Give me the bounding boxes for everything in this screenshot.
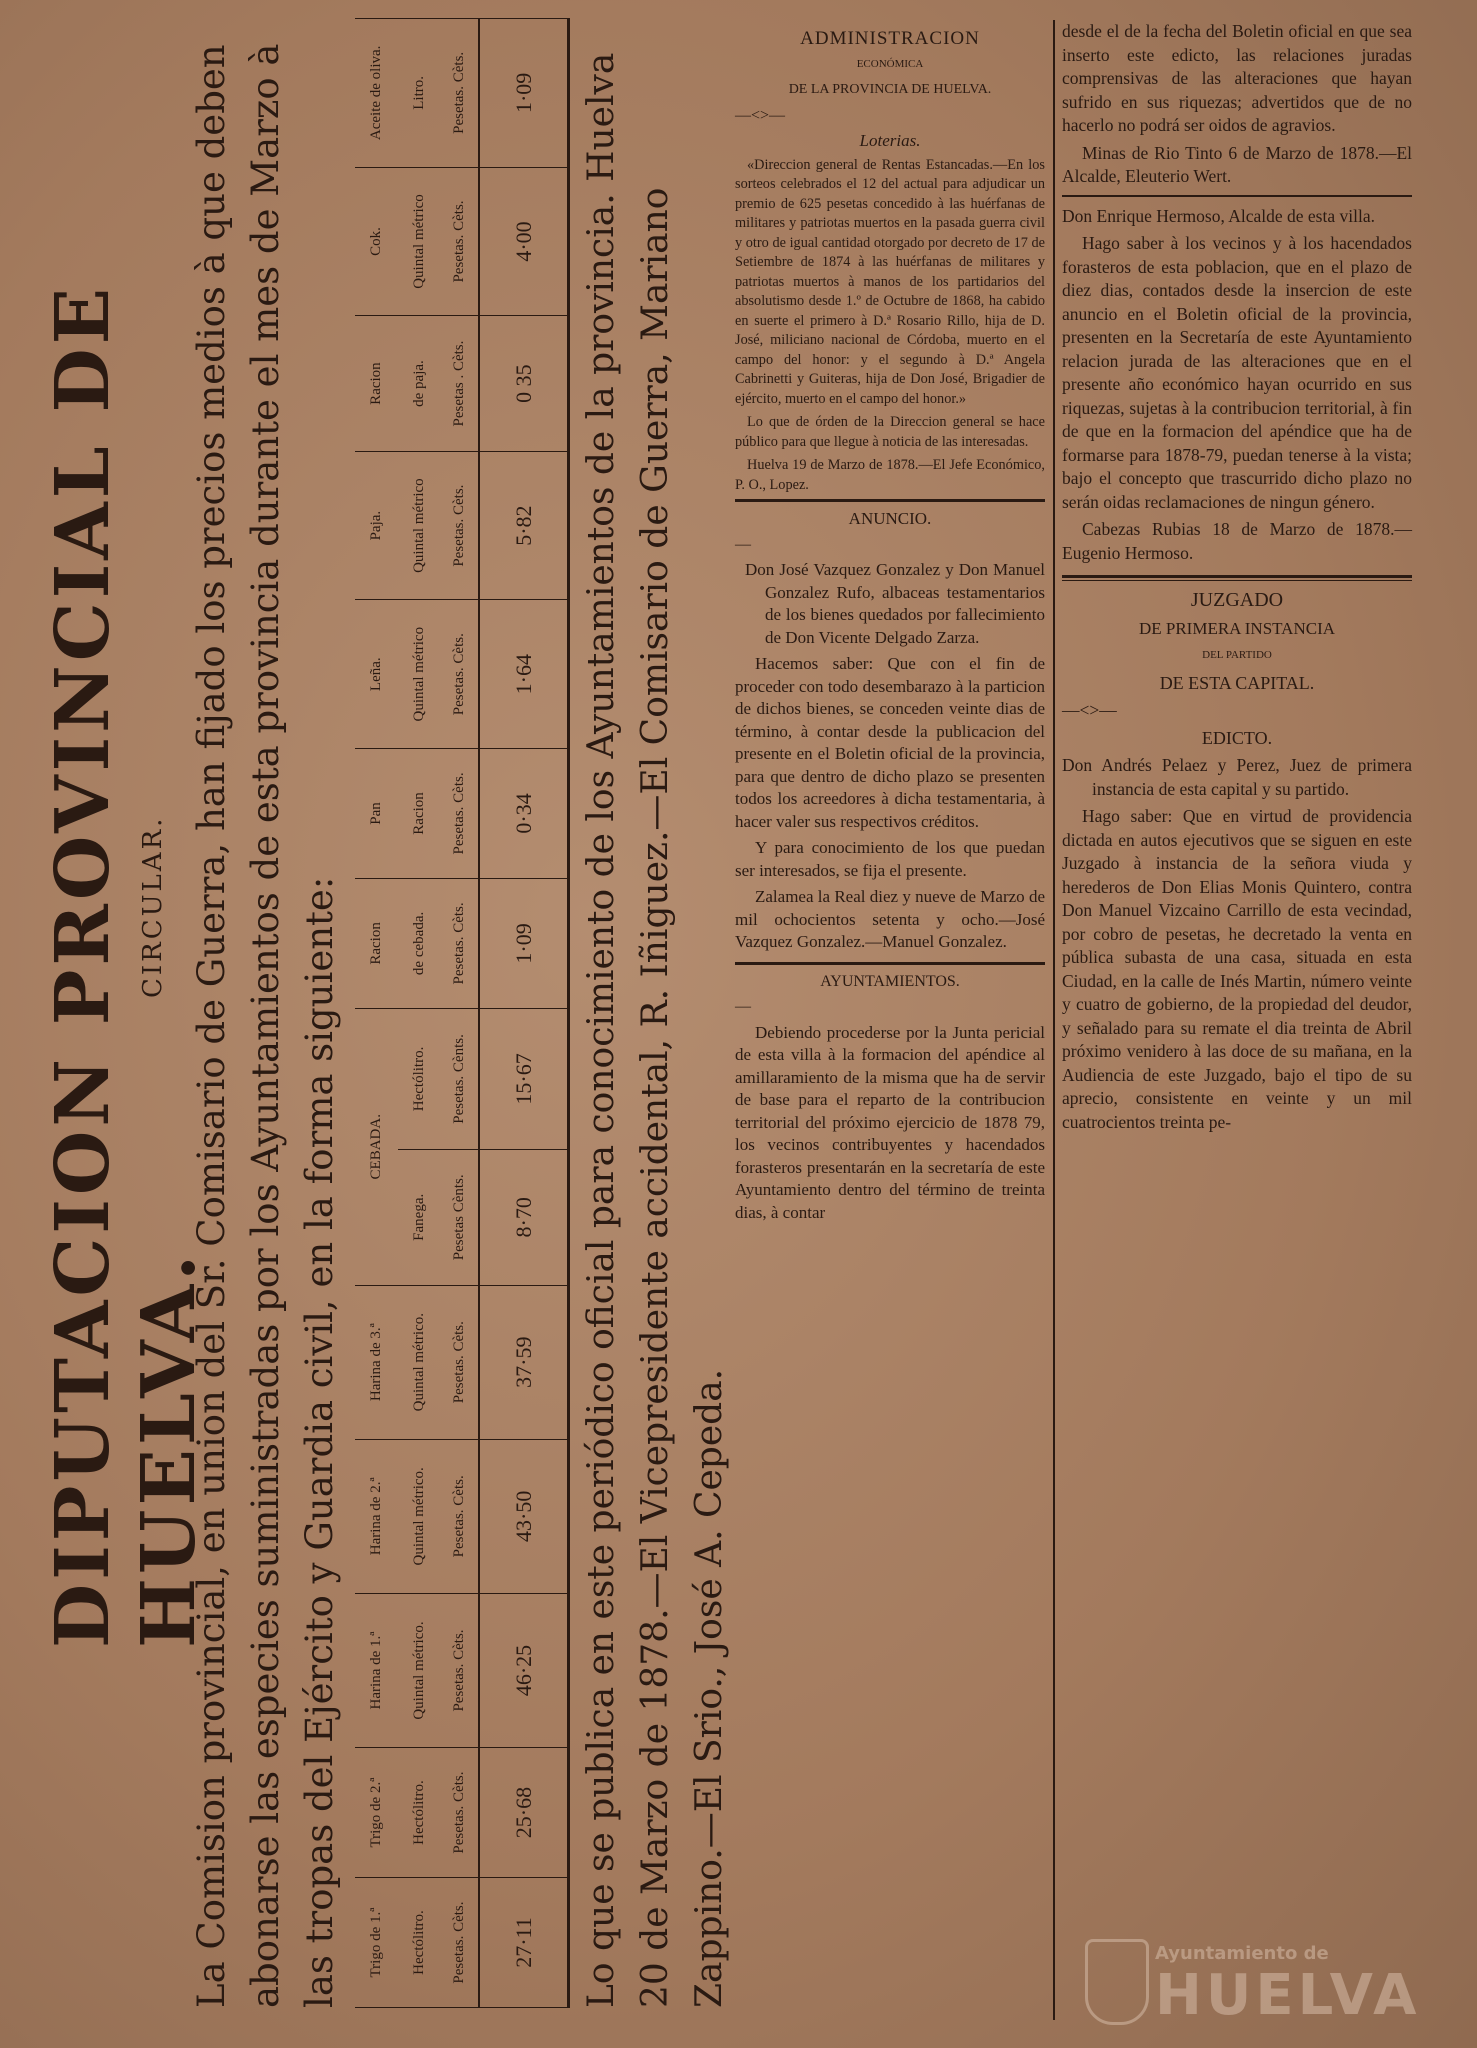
divider-dash: — [735,535,751,553]
unit-cell: Pesetas . Cèts. [441,316,480,452]
header-cell: Aceite de oliva. [355,19,398,168]
loterias-heading: Loterias. [859,131,921,150]
admin-subtitle1: ECONÓMICA [856,57,924,70]
value-cell: 0 35 [479,316,568,452]
header-cell: Harina de 3.ª [355,1285,398,1439]
riotinto-sign: Minas de Rio Tinto 6 de Marzo de 1878.—El Alcalde, Eleuterio Wert. [1062,142,1412,186]
divider-ornament: —<>— [735,106,786,124]
column-divider [1053,20,1055,2020]
watermark-top: Ayuntamiento de [1155,1943,1329,1964]
table-subheader-row [398,19,441,2008]
subheader-cell: Litro. [398,19,441,168]
juzgado-subtitle: DE PRIMERA INSTANCIA [1138,618,1336,638]
loterias-sign: Huelva 19 de Marzo de 1878.—El Jefe Económico, P. O., Lopez. [735,457,1045,493]
subheader-cell: Quintal métrico. [398,1439,441,1593]
value-cell: 37·59 [479,1285,568,1439]
value-cell: 1·64 [479,600,568,749]
subheader-cell: Quintal métrico [398,451,441,600]
subheader-cell: Quintal métrico. [398,1593,441,1747]
header-cell: Harina de 1.ª [355,1593,398,1747]
unit-cell: Pesetas. Cèts. [441,1439,480,1593]
section-rule [1062,195,1412,197]
loterias-order: Lo que de órden de la Direccion general se hace público para que llegue à noticia de las interesadas. [735,414,1045,450]
juzgado-title: JUZGADO [1190,589,1284,611]
header-cell: Cok. [355,167,398,316]
column-2 [735,28,1045,1228]
unit-cell: Pesetas. Cèts. [441,878,480,1008]
value-cell: 0·34 [479,748,568,878]
subheader-cell: Quintal métrico [398,167,441,316]
anuncio-parties: Don José Vazquez Gonzalez y Don Manuel Gonzalez Rufo, albaceas testamentarios de los bienes quedados por fallecimiento de Don Vicente Delgado Zarza. [745,560,1045,647]
value-cell: 5·82 [479,451,568,600]
unit-cell: Pesetas. Cèts. [441,1285,480,1439]
anuncio-text: Hacemos saber: Que con el fin de proceder con todo desembarazo à la particion de dichos bienes, se conceden veinte dias de término, à contar desde la publicacion del presente en el Boletin oficial de la provincia, para que dentro de dicho plazo se presenten todos los acreedores à dicha testamentaria, à hacer valer sus respectivos créditos. [735,654,1045,831]
subheader-cell: Fanega. [398,1150,441,1286]
header-cell: Leña. [355,600,398,749]
enrique-text: Hago saber à los vecinos y à los hacendados forasteros de esta poblacion, que en el plazo de diez dias, contados desde la insercion de este anuncio en el Boletin oficial de la provincia, presenten en la Secretaría de este Ayuntamiento relacion jurada de las alteraciones que en el presente año económico hayan ocurrido en sus riquezas, sujetas à la contribucion territorial, à fin de que en la formacion del apéndice que ha de formarse para 1878-79, puedan tenerse à la vista; bajo el concepto que trascurrido dicho plazo no serán oidas reclamaciones de ningun género. [1062,233,1412,512]
header-cell: CEBADA. [355,1008,398,1285]
header-cell: Racion [355,878,398,1008]
section-rule [735,499,1045,502]
subheader-cell: Quintal métrico. [398,1285,441,1439]
publish-notice: Lo que se publica en este periódico oficial para conocimiento de los Ayuntamientos de la provincia. Huelva 20 de Marzo de 1878.—El Vicepresidente accidental, R. Iñiguez.—El Comisario de Guerra, Mariano Zappino.—El Srio., José A. Cepeda. [581,52,730,2008]
prices-table [355,18,570,2008]
unit-cell: Pesetas. Cèts. [441,1593,480,1747]
archive-watermark [1085,1935,1421,2030]
juzgado-partido: DEL PARTIDO [1202,649,1272,661]
header-cell: Harina de 2.ª [355,1439,398,1593]
header-cell: Pan [355,748,398,878]
table-values-row [479,19,568,2008]
ayuntamientos-heading: AYUNTAMIENTOS. [820,972,960,990]
value-cell: 43·50 [479,1439,568,1593]
header-cell: Racion [355,316,398,452]
section-rule-thin [1062,580,1412,581]
header-cell: Trigo de 1.ª [355,1878,398,2008]
value-cell: 15·67 [479,1008,568,1149]
enrique-heading: Don Enrique Hermoso, Alcalde de esta villa. [1062,205,1375,226]
edicto-text: Hago saber: Que en virtud de providencia dictada en autos ejecutivos que se siguen en este Juzgado à instancia de la señora viuda y herederos de Don Elias Monis Quintero, contra Don Manuel Vizcaino Carrillo de esta vecindad, por cobro de pesetas, he decretado la venta en pública subasta de una casa, situada en esta Ciudad, en la calle de Inés Martin, número veinte y cuatro de gobierno, de la propiedad del deudor, y señalado para su remate el dia treinta de Abril próximo venidero à las doce de su mañana, en la Audiencia de este Juzgado, bajo el tipo de su aprecio, consistente en veinte y un mil cuatrocientos treinta pe- [1062,806,1412,1132]
section-rule [735,962,1045,965]
section-rule [1062,575,1412,578]
divider-ornament: —<>— [1062,700,1117,720]
section-circular: CIRCULAR. [138,815,168,998]
unit-cell: Pesetas. Cèts. [441,600,480,749]
unit-cell: Pesetas. Cèts. [441,167,480,316]
unit-cell: Pesetas. Cèts. [441,451,480,600]
value-cell: 1·09 [479,878,568,1008]
unit-cell: Pesetas. Cèts. [441,748,480,878]
table-header-row [355,19,398,2008]
header-cell: Paja. [355,451,398,600]
value-cell: 46·25 [479,1593,568,1747]
subheader-cell: Hectólitro. [398,1878,441,2008]
value-cell: 27·11 [479,1878,568,2008]
edicto-judge: Don Andrés Pelaez y Perez, Juez de primera instancia de esta capital y su partido. [1062,755,1412,799]
circular-intro: La Comision provincial, en union del Sr. Comisario de Guerra, han fijado los precios medios à que deben abonarse las especies suministradas por los Ayuntamientos de esta provincia durante el mes de Marzo à las tropas del Ejército y Guardia civil, en la forma siguiente: [190,43,341,2008]
edicto-continuation: desde el de la fecha del Boletin oficial en que sea inserto este edicto, las relaciones juradas comprensivas de las alteraciones que hayan sufrido en sus riquezas; advertidos que de no hacerlo no podrá ser oidos de agravios. [1062,21,1412,135]
header-cell: Trigo de 2.ª [355,1748,398,1878]
page-title: DIPUTACION PROVINCIAL DE HUELVA. [40,283,212,1648]
diputacion-block [0,0,730,2048]
table-units-row [441,19,480,2008]
anuncio-heading: ANUNCIO. [848,509,932,528]
unit-cell: Pesetas. Cènts. [441,1008,480,1149]
value-cell: 25·68 [479,1748,568,1878]
subheader-cell: de cebada. [398,878,441,1008]
value-cell: 1·09 [479,19,568,168]
subheader-cell: de paja. [398,316,441,452]
loterias-text: «Direccion general de Rentas Estancadas.—En los sorteos celebrados el 12 del actual para adjudicar un premio de 625 pesetas concedido à las huérfanas de militares y patriotas muertos en la pasada guerra civil y otro de igual cantidad otorgado por decreto de 17 de Setiembre de 1874 à las huérfanas de militares y patriotas muertos à manos de los partidarios del absolutismo desde 1.º de Octubre de 1868, ha cabido en suerte el primero à D.ª Rosario Rillo, hija de D. José, miliciano nacional de Córdoba, muerto en el campo del honor: y el segundo à D.ª Angela Cabrinetti y Guiteras, hija de Don José, Brigadier de ejército, muerto en el campo del honor.» [735,156,1045,407]
anuncio-sign: Zalamea la Real diez y nueve de Marzo de mil ochocientos setenta y ocho.—José Vazquez Gonzalez.—Manuel Gonzalez. [735,887,1045,951]
coat-of-arms-icon [1085,1939,1149,2025]
unit-cell: Pesetas. Cèts. [441,1748,480,1878]
column-3 [1062,20,1412,1138]
unit-cell: Pesetas Cènts. [441,1150,480,1286]
admin-title: ADMINISTRACION [800,28,980,49]
edicto-heading: EDICTO. [1201,727,1273,748]
watermark-bottom: HUELVA [1155,1963,1421,2028]
anuncio-text-2: Y para conocimiento de los que puedan ser interesados, se fija el presente. [735,838,1045,880]
subheader-cell: Racion [398,748,441,878]
ayuntamientos-text: Debiendo procederse por la Junta pericial de esta villa à la formacion del apéndice al amillaramiento de la misma que ha de servir de base para el reparto de la contribucion territorial del próximo ejercicio de 1878 79, los vecinos contribuyentes y hacendados forasteros presentarán en la secretaría de este Ayuntamiento dentro del término de treinta dias, à contar [735,1022,1045,1222]
value-cell: 8·70 [479,1150,568,1286]
juzgado-capital: DE ESTA CAPITAL. [1159,672,1315,693]
subheader-cell: Quintal métrico [398,600,441,749]
admin-subtitle2: DE LA PROVINCIA DE HUELVA. [788,82,992,97]
unit-cell: Pesetas. Cèts. [441,1878,480,2008]
divider-dash: — [735,998,751,1015]
value-cell: 4·00 [479,167,568,316]
subheader-cell: Hectólitro. [398,1748,441,1878]
enrique-sign: Cabezas Rubias 18 de Marzo de 1878.—Eugenio Hermoso. [1062,519,1412,563]
subheader-cell: Hectólitro. [398,1008,441,1149]
unit-cell: Pesetas. Cèts. [441,19,480,168]
